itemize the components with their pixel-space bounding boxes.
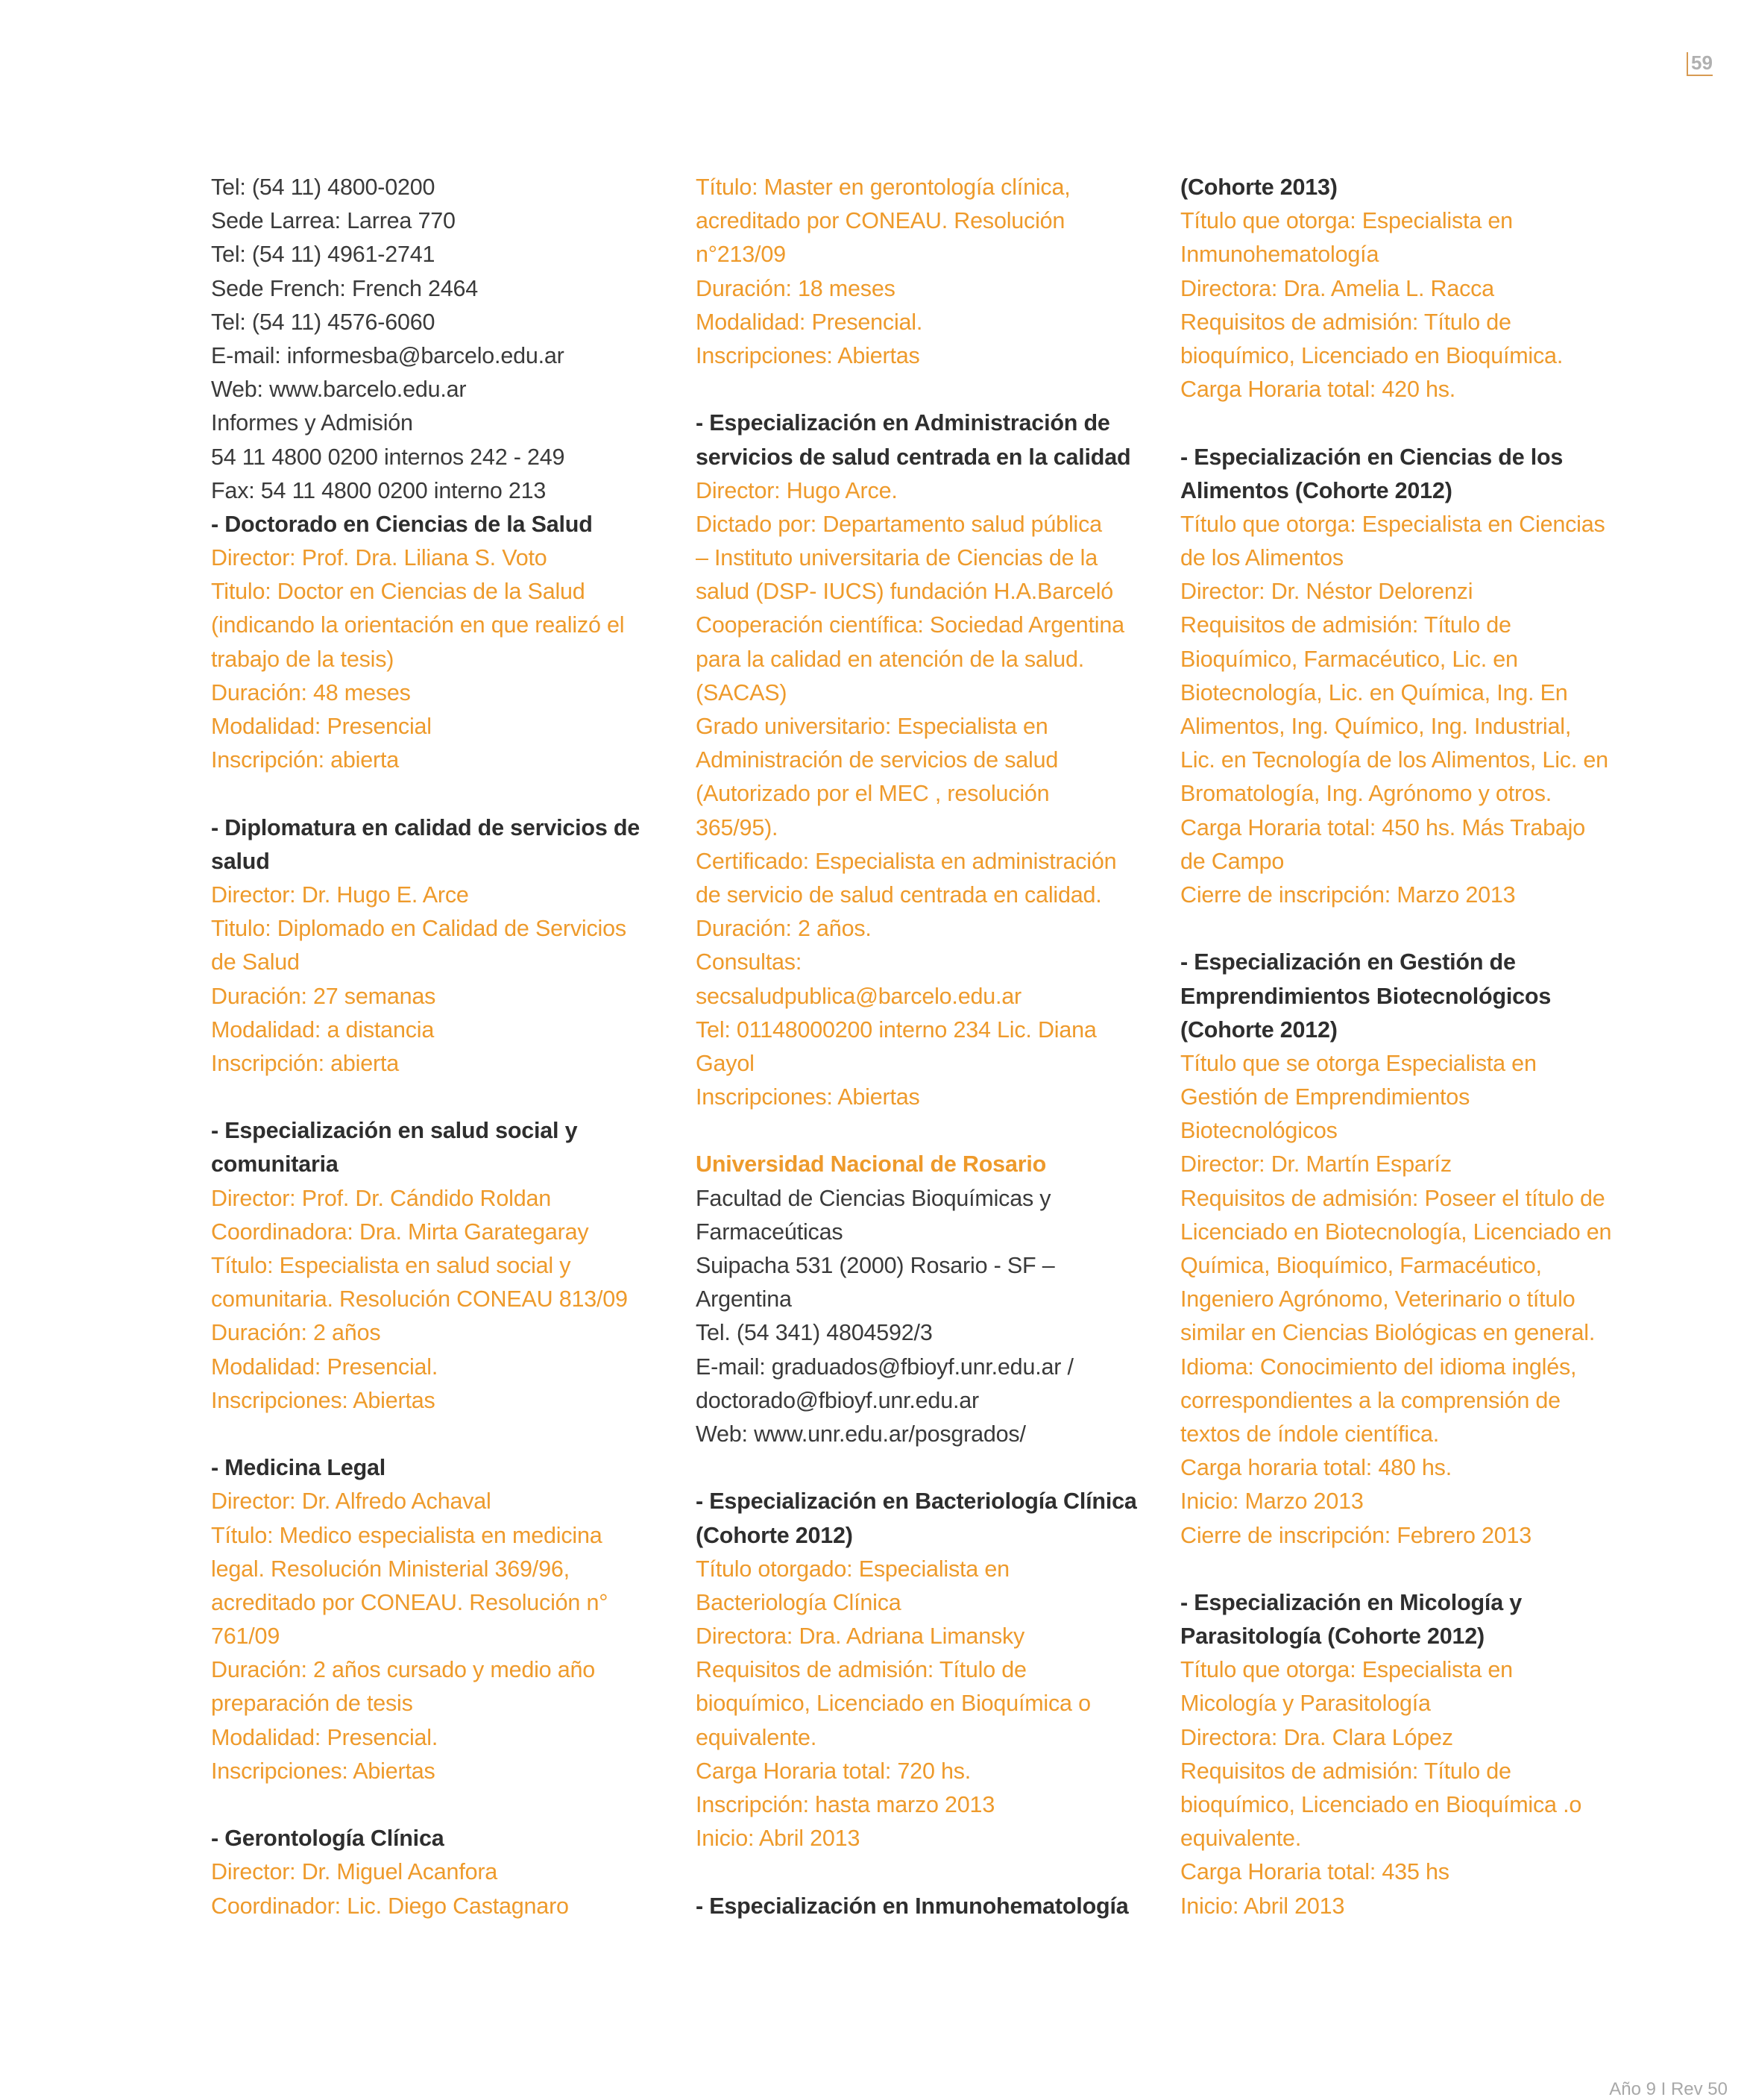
- spacer: [696, 1114, 1180, 1148]
- detail-line: Título que otorga: Especialista en Ciencias: [1180, 511, 1605, 537]
- detail-line: Inicio: Marzo 2013: [1180, 1488, 1364, 1515]
- section-heading: - Especialización en Micología y: [1180, 1589, 1523, 1615]
- detail-line: Modalidad: a distancia: [211, 1016, 435, 1043]
- detail-line: Carga Horaria total: 420 hs.: [1180, 377, 1456, 403]
- detail-line: Directora: Dra. Amelia L. Racca: [1180, 275, 1494, 301]
- detail-line: Licenciado en Biotecnología, Licenciado en: [1180, 1219, 1612, 1245]
- detail-line: secsaludpublica@barcelo.edu.ar: [696, 983, 1021, 1009]
- detail-line: trabajo de la tesis): [211, 646, 394, 672]
- detail-line: Carga Horaria total: 720 hs.: [696, 1758, 972, 1784]
- detail-line: Bromatología, Ing. Agrónomo y otros.: [1180, 781, 1552, 807]
- body-line: Tel: (54 11) 4961-2741: [211, 242, 435, 268]
- detail-line: Duración: 48 meses: [211, 679, 411, 705]
- detail-line: Gestión de Emprendimientos: [1180, 1084, 1470, 1110]
- detail-line: para la calidad en atención de la salud.: [696, 646, 1085, 672]
- spacer: [696, 1451, 1180, 1485]
- institution-heading: Universidad Nacional de Rosario: [696, 1151, 1047, 1178]
- detail-line: Inscripciones: Abiertas: [211, 1758, 435, 1784]
- detail-line: correspondientes a la comprensión de: [1180, 1387, 1561, 1413]
- detail-line: Carga horaria total: 480 hs.: [1180, 1455, 1452, 1481]
- detail-line: Director: Dr. Miguel Acanfora: [211, 1859, 498, 1885]
- spacer: [211, 1418, 696, 1451]
- section-heading: - Gerontología Clínica: [211, 1826, 444, 1852]
- detail-line: Requisitos de admisión: Título de: [1180, 309, 1511, 335]
- detail-line: preparación de tesis: [211, 1691, 413, 1717]
- detail-line: similar en Ciencias Biológicas en general.: [1180, 1320, 1596, 1346]
- body-line: Farmaceúticas: [696, 1219, 843, 1245]
- detail-line: Titulo: Doctor en Ciencias de la Salud: [211, 579, 585, 605]
- detail-line: Gayol: [696, 1050, 755, 1076]
- section-heading: (Cohorte 2012): [696, 1522, 853, 1548]
- detail-line: acreditado por CONEAU. Resolución n°: [211, 1589, 608, 1615]
- detail-line: Ingeniero Agrónomo, Veterinario o título: [1180, 1286, 1575, 1312]
- detail-line: Biotecnología, Lic. en Química, Ing. En: [1180, 679, 1568, 705]
- detail-line: Directora: Dra. Clara López: [1180, 1724, 1453, 1750]
- section-heading: servicios de salud centrada en la calidad: [696, 444, 1131, 470]
- detail-line: bioquímico, Licenciado en Bioquímica .o: [1180, 1792, 1582, 1817]
- detail-line: de Campo: [1180, 848, 1285, 874]
- footer-issue: Año 9 I Rev 50: [1609, 2079, 1728, 2099]
- detail-line: – Instituto universitaria de Ciencias de la: [696, 545, 1098, 571]
- detail-line: Requisitos de admisión: Título de: [1180, 1758, 1511, 1784]
- detail-line: (SACAS): [696, 679, 787, 705]
- spacer: [211, 1081, 696, 1114]
- page-number: 59: [1687, 52, 1713, 76]
- detail-line: Bioquímico, Farmacéutico, Lic. en: [1180, 646, 1518, 672]
- spacer: [211, 777, 696, 811]
- section-heading: - Especialización en salud social y: [211, 1118, 578, 1144]
- section-heading: salud: [211, 848, 270, 874]
- detail-line: Dictado por: Departamento salud pública: [696, 511, 1102, 537]
- detail-line: Cooperación científica: Sociedad Argentina: [696, 612, 1124, 638]
- section-heading: - Especialización en Administración de: [696, 410, 1110, 436]
- detail-line: Certificado: Especialista en administración: [696, 848, 1117, 874]
- detail-line: Lic. en Tecnología de los Alimentos, Lic. en: [1180, 747, 1608, 773]
- detail-line: Modalidad: Presencial.: [696, 309, 923, 335]
- section-heading: Alimentos (Cohorte 2012): [1180, 477, 1452, 503]
- detail-line: Carga Horaria total: 450 hs. Más Trabajo: [1180, 814, 1585, 840]
- detail-line: Alimentos, Ing. Químico, Ing. Industrial,: [1180, 714, 1572, 739]
- section-heading: - Especialización en Inmunohematología: [696, 1893, 1129, 1919]
- body-line: Tel. (54 341) 4804592/3: [696, 1320, 933, 1346]
- section-heading: - Especialización en Bacteriología Clínica: [696, 1488, 1137, 1515]
- detail-line: Duración: 2 años cursado y medio año: [211, 1657, 595, 1683]
- detail-line: Director: Dr. Néstor Delorenzi: [1180, 579, 1473, 605]
- body-line: Web: www.barcelo.edu.ar: [211, 377, 467, 403]
- detail-line: Inscripciones: Abiertas: [696, 1084, 920, 1110]
- detail-line: equivalente.: [696, 1724, 817, 1750]
- detail-line: Título: Master en gerontología clínica,: [696, 175, 1071, 200]
- detail-line: comunitaria. Resolución CONEAU 813/09: [211, 1286, 628, 1312]
- body-line: Argentina: [696, 1286, 792, 1312]
- detail-line: Duración: 18 meses: [696, 275, 895, 301]
- body-line: Suipacha 531 (2000) Rosario - SF –: [696, 1253, 1055, 1278]
- detail-line: Idioma: Conocimiento del idioma inglés,: [1180, 1354, 1577, 1380]
- detail-line: Grado universitario: Especialista en: [696, 714, 1048, 739]
- body-line: Fax: 54 11 4800 0200 interno 213: [211, 477, 547, 503]
- detail-line: Duración: 27 semanas: [211, 983, 436, 1009]
- detail-line: (Autorizado por el MEC , resolución: [696, 781, 1050, 807]
- body-line: Informes y Admisión: [211, 410, 413, 436]
- body-line: Facultad de Ciencias Bioquímicas y: [696, 1185, 1051, 1211]
- detail-line: Modalidad: Presencial: [211, 714, 432, 739]
- detail-line: Biotecnológicos: [1180, 1118, 1338, 1144]
- detail-line: Inscripción: abierta: [211, 1050, 399, 1076]
- detail-line: 365/95).: [696, 814, 778, 840]
- section-heading: - Doctorado en Ciencias de la Salud: [211, 511, 593, 537]
- detail-line: Tel: 01148000200 interno 234 Lic. Diana: [696, 1016, 1097, 1043]
- detail-line: de los Alimentos: [1180, 545, 1344, 571]
- detail-line: n°213/09: [696, 242, 786, 268]
- detail-line: Coordinadora: Dra. Mirta Garategaray: [211, 1219, 589, 1245]
- detail-line: Bacteriología Clínica: [696, 1589, 901, 1615]
- spacer: [696, 1855, 1180, 1889]
- detail-line: Título que otorga: Especialista en: [1180, 208, 1513, 234]
- body-line: 54 11 4800 0200 internos 242 - 249: [211, 444, 565, 470]
- detail-line: de Salud: [211, 949, 300, 975]
- section-heading: - Especialización en Gestión de: [1180, 949, 1516, 975]
- detail-line: Duración: 2 años: [211, 1320, 381, 1346]
- detail-line: Inscripciones: Abiertas: [696, 342, 920, 368]
- detail-line: Director: Hugo Arce.: [696, 477, 898, 503]
- detail-line: Director: Prof. Dr. Cándido Roldan: [211, 1185, 551, 1211]
- body-line: Web: www.unr.edu.ar/posgrados/: [696, 1421, 1026, 1447]
- detail-line: Inicio: Abril 2013: [1180, 1893, 1345, 1919]
- detail-line: Director: Prof. Dra. Liliana S. Voto: [211, 545, 547, 571]
- detail-line: Título que se otorga Especialista en: [1180, 1050, 1537, 1076]
- detail-line: Cierre de inscripción: Febrero 2013: [1180, 1522, 1532, 1548]
- spacer: [211, 1788, 696, 1822]
- body-line: doctorado@fbioyf.unr.edu.ar: [696, 1387, 979, 1413]
- section-heading: - Especialización en Ciencias de los: [1180, 444, 1564, 470]
- spacer: [1180, 912, 1665, 946]
- detail-line: 761/09: [211, 1623, 280, 1650]
- body-line: Sede Larrea: Larrea 770: [211, 208, 456, 234]
- detail-line: Directora: Dra. Adriana Limansky: [696, 1623, 1025, 1650]
- detail-line: Título: Medico especialista en medicina: [211, 1522, 602, 1548]
- text-column-middle: [696, 171, 1180, 1923]
- detail-line: Título otorgado: Especialista en: [696, 1556, 1010, 1582]
- body-line: Sede French: French 2464: [211, 275, 479, 301]
- section-heading: Emprendimientos Biotecnológicos: [1180, 983, 1552, 1009]
- body-line: E-mail: informesba@barcelo.edu.ar: [211, 342, 564, 368]
- detail-line: Coordinador: Lic. Diego Castagnaro: [211, 1893, 569, 1919]
- detail-line: Duración: 2 años.: [696, 916, 872, 942]
- body-line: Tel: (54 11) 4800-0200: [211, 175, 435, 200]
- detail-line: Título que otorga: Especialista en: [1180, 1657, 1513, 1683]
- detail-line: acreditado por CONEAU. Resolución: [696, 208, 1065, 234]
- detail-line: salud (DSP- IUCS) fundación H.A.Barceló: [696, 579, 1114, 605]
- detail-line: Inscripciones: Abiertas: [211, 1387, 435, 1413]
- section-heading: Parasitología (Cohorte 2012): [1180, 1623, 1485, 1650]
- detail-line: Modalidad: Presencial.: [211, 1354, 438, 1380]
- detail-line: Administración de servicios de salud: [696, 747, 1059, 773]
- detail-line: Inmunohematología: [1180, 242, 1379, 268]
- detail-line: Titulo: Diplomado en Calidad de Servicios: [211, 916, 626, 942]
- detail-line: Director: Dr. Martín Esparíz: [1180, 1151, 1452, 1178]
- detail-line: (indicando la orientación en que realizó el: [211, 612, 625, 638]
- spacer: [696, 373, 1180, 406]
- detail-line: Inscripción: hasta marzo 2013: [696, 1792, 995, 1817]
- detail-line: Química, Bioquímico, Farmacéutico,: [1180, 1253, 1542, 1278]
- section-heading: (Cohorte 2012): [1180, 1016, 1338, 1043]
- detail-line: Modalidad: Presencial.: [211, 1724, 438, 1750]
- detail-line: Micología y Parasitología: [1180, 1691, 1431, 1717]
- spacer: [1180, 1553, 1665, 1586]
- detail-line: Requisitos de admisión: Poseer el título de: [1180, 1185, 1605, 1211]
- detail-line: Cierre de inscripción: Marzo 2013: [1180, 881, 1516, 908]
- detail-line: Título: Especialista en salud social y: [211, 1253, 571, 1278]
- body-line: E-mail: graduados@fbioyf.unr.edu.ar /: [696, 1354, 1074, 1380]
- section-heading: comunitaria: [211, 1151, 339, 1178]
- detail-line: Inscripción: abierta: [211, 747, 399, 773]
- detail-line: Consultas:: [696, 949, 802, 975]
- text-column-left: [211, 171, 696, 1923]
- section-heading: - Diplomatura en calidad de servicios de: [211, 814, 640, 840]
- detail-line: de servicio de salud centrada en calidad.: [696, 881, 1102, 908]
- detail-line: Director: Dr. Hugo E. Arce: [211, 881, 469, 908]
- detail-line: Inicio: Abril 2013: [696, 1826, 860, 1852]
- detail-line: textos de índole científica.: [1180, 1421, 1440, 1447]
- spacer: [1180, 406, 1665, 440]
- text-column-right: [1180, 171, 1665, 1923]
- body-line: Tel: (54 11) 4576-6060: [211, 309, 435, 335]
- section-heading: - Medicina Legal: [211, 1455, 386, 1481]
- detail-line: bioquímico, Licenciado en Bioquímica o: [696, 1691, 1091, 1717]
- section-heading: (Cohorte 2013): [1180, 175, 1338, 200]
- detail-line: bioquímico, Licenciado en Bioquímica.: [1180, 342, 1564, 368]
- detail-line: equivalente.: [1180, 1826, 1302, 1852]
- detail-line: Requisitos de admisión: Título de: [1180, 612, 1511, 638]
- detail-line: Carga Horaria total: 435 hs: [1180, 1859, 1449, 1885]
- detail-line: legal. Resolución Ministerial 369/96,: [211, 1556, 570, 1582]
- detail-line: Requisitos de admisión: Título de: [696, 1657, 1027, 1683]
- detail-line: Director: Dr. Alfredo Achaval: [211, 1488, 491, 1515]
